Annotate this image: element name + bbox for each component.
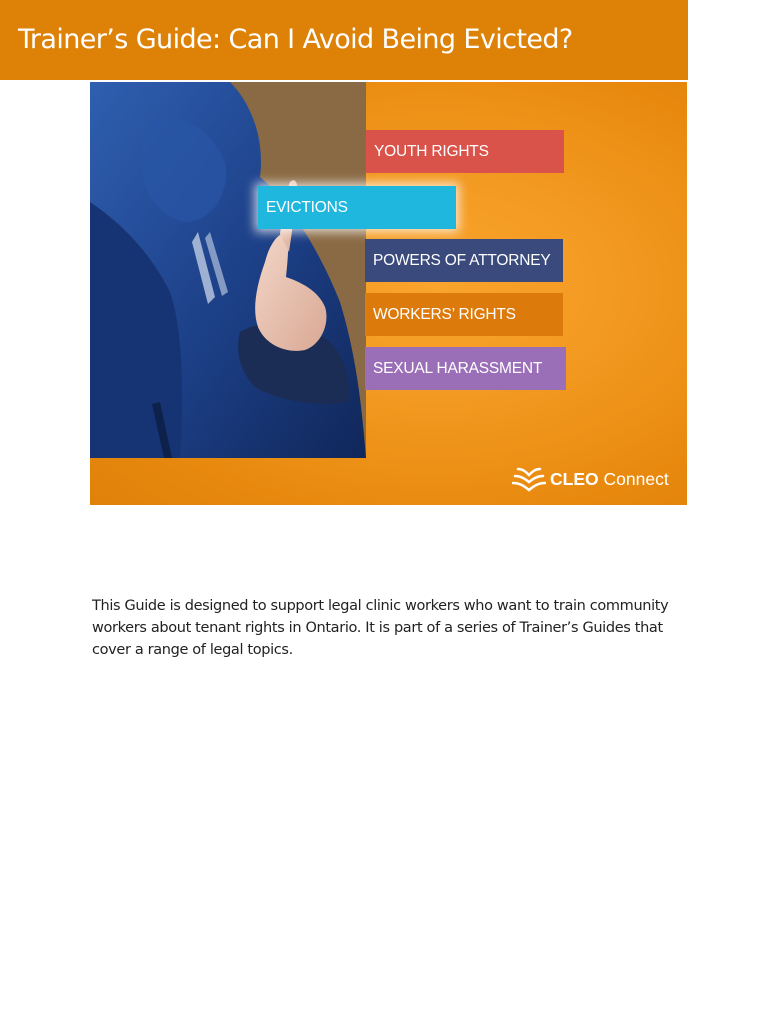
cleo-book-icon (512, 466, 546, 492)
title-banner (0, 0, 688, 80)
intro-paragraph: This Guide is designed to support legal clinic workers who want to train community workers about tenant rights in Ontario. It is part of a series of Trainer’s Guides that cover a range of legal topics. (92, 597, 669, 658)
topic-evictions (258, 186, 456, 229)
topic-label: POWERS OF ATTORNEY (373, 251, 551, 269)
cover-image (90, 82, 687, 505)
topic-workers-rights (365, 293, 563, 336)
topic-label: SEXUAL HARASSMENT (373, 359, 543, 377)
topic-sexual-harassment (365, 347, 566, 390)
topic-label: YOUTH RIGHTS (374, 142, 489, 160)
page-title: Trainer’s Guide: Can I Avoid Being Evicted? (18, 24, 573, 55)
logo-product: Connect (603, 468, 669, 489)
child-pointing-photo (90, 82, 366, 458)
logo-wordmark (550, 469, 669, 490)
topic-powers-of-attorney (365, 239, 563, 282)
topic-youth-rights (366, 130, 564, 173)
cleo-connect-logo (512, 466, 669, 492)
logo-brand: CLEO (550, 468, 599, 489)
topic-label: EVICTIONS (266, 198, 348, 216)
topic-label: WORKERS’ RIGHTS (373, 305, 516, 323)
